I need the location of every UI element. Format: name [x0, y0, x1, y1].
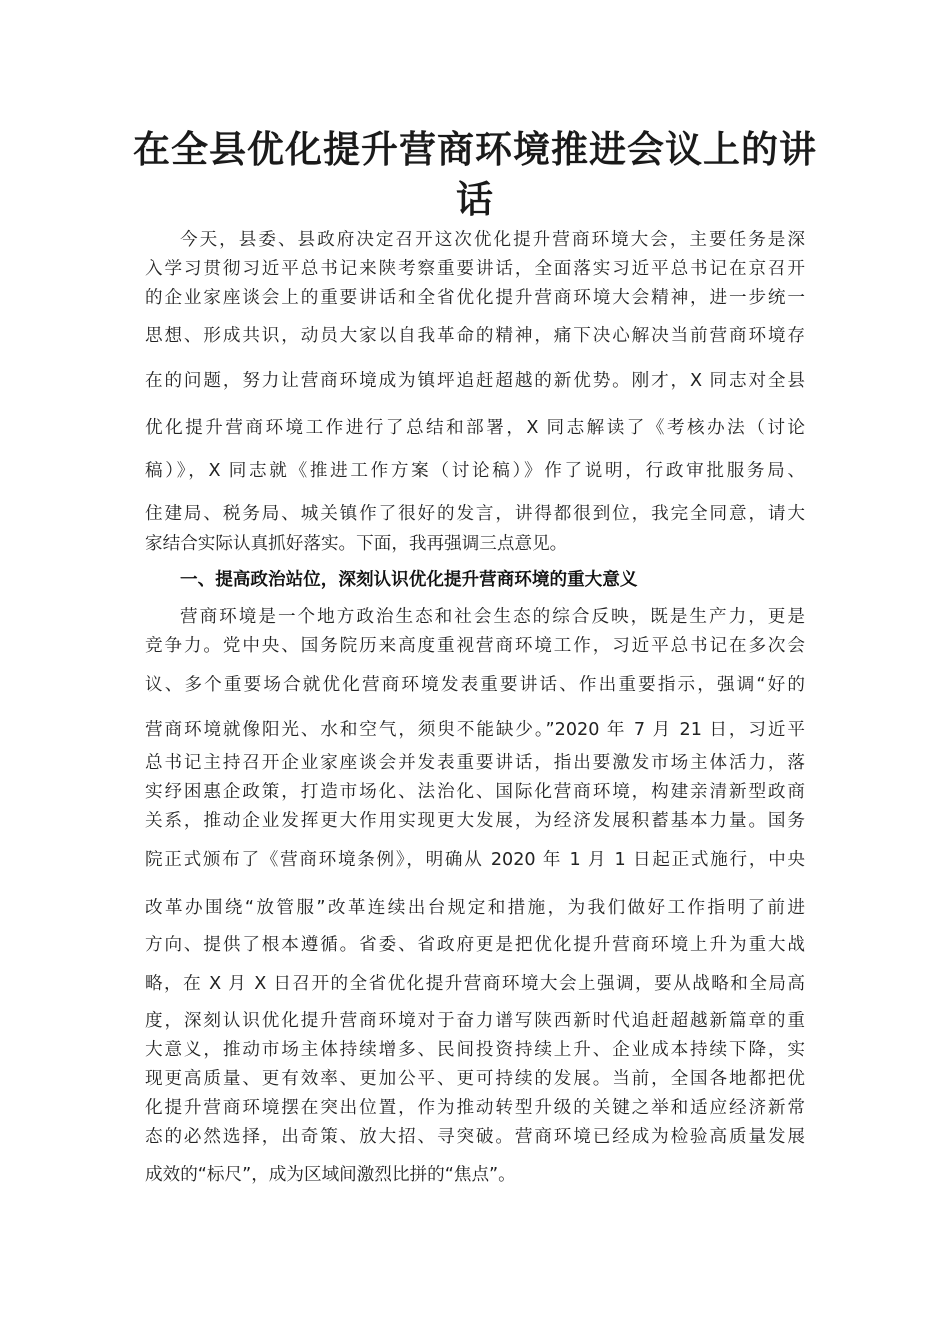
paragraph-2-line: 改革办围绕“放管服”改革连续出台规定和措施，为我们做好工作指明了前进	[145, 898, 805, 918]
paragraph-1-line: 在的问题，努力让营商环境成为镇坪追赶超越的新优势。刚才，X 同志对全县	[145, 371, 805, 391]
paragraph-1-line: 住建局、税务局、城关镇作了很好的发言，讲得都很到位，我完全同意，请大	[145, 504, 805, 524]
paragraph-2-line: 竞争力。党中央、国务院历来高度重视营商环境工作，习近平总书记在多次会	[145, 636, 805, 656]
paragraph-2-line: 大意义，推动市场主体持续增多、民间投资持续上升、企业成本持续下降，实	[145, 1040, 805, 1060]
document-title-line-2: 话	[456, 177, 494, 221]
paragraph-1-line: 的企业家座谈会上的重要讲话和全省优化提升营商环境大会精神，进一步统一	[145, 288, 805, 308]
paragraph-2-line: 院正式颁布了《营商环境条例》，明确从 2020 年 1 月 1 日起正式施行，中央	[145, 850, 805, 870]
section-1-heading: 一、提高政治站位，深刻认识优化提升营商环境的重大意义	[180, 570, 638, 590]
paragraph-1-line: 优化提升营商环境工作进行了总结和部署，X 同志解读了《考核办法（讨论	[145, 418, 805, 438]
paragraph-1-line: 今天，县委、县政府决定召开这次优化提升营商环境大会，主要任务是深	[180, 230, 805, 250]
document-title-line-1: 在全县优化提升营商环境推进会议上的讲	[133, 127, 817, 171]
paragraph-2-line: 关系，推动企业发挥更大作用实现更大发展，为经济发展积蓄基本力量。国务	[145, 811, 805, 831]
paragraph-2-line: 现更高质量、更有效率、更加公平、更可持续的发展。当前，全国各地都把优	[145, 1069, 805, 1089]
paragraph-1-line: 思想、形成共识，动员大家以自我革命的精神，痛下决心解决当前营商环境存	[145, 326, 805, 346]
paragraph-2-line: 成效的“标尺”，成为区域间激烈比拼的“焦点”。	[145, 1165, 516, 1185]
paragraph-2-line: 略，在 X 月 X 日召开的全省优化提升营商环境大会上强调，要从战略和全局高	[145, 974, 805, 994]
paragraph-2-line: 营商环境是一个地方政治生态和社会生态的综合反映，既是生产力，更是	[180, 607, 805, 627]
paragraph-2-line: 化提升营商环境摆在突出位置，作为推动转型升级的关键之举和适应经济新常	[145, 1098, 805, 1118]
paragraph-1-line: 稿）》，X 同志就《推进工作方案（讨论稿）》作了说明，行政审批服务局、	[145, 461, 805, 481]
paragraph-1-line: 入学习贯彻习近平总书记来陕考察重要讲话，全面落实习近平总书记在京召开	[145, 259, 805, 279]
paragraph-2-line: 议、多个重要场合就优化营商环境发表重要讲话、作出重要指示，强调“好的	[145, 675, 805, 695]
paragraph-2-line: 方向、提供了根本遵循。省委、省政府更是把优化提升营商环境上升为重大战	[145, 935, 805, 955]
paragraph-2-line: 度，深刻认识优化提升营商环境对于奋力谱写陕西新时代追赶超越新篇章的重	[145, 1011, 805, 1031]
paragraph-2-line: 态的必然选择，出奇策、放大招、寻突破。营商环境已经成为检验高质量发展	[145, 1127, 805, 1147]
paragraph-2-line: 营商环境就像阳光、水和空气，须臾不能缺少。”2020 年 7 月 21 日，习近平	[145, 720, 805, 740]
paragraph-2-line: 总书记主持召开企业家座谈会并发表重要讲话，指出要激发市场主体活力，落	[145, 753, 805, 773]
paragraph-2-line: 实纾困惠企政策，打造市场化、法治化、国际化营商环境，构建亲清新型政商	[145, 782, 805, 802]
paragraph-1-line: 家结合实际认真抓好落实。下面，我再强调三点意见。	[145, 534, 568, 554]
